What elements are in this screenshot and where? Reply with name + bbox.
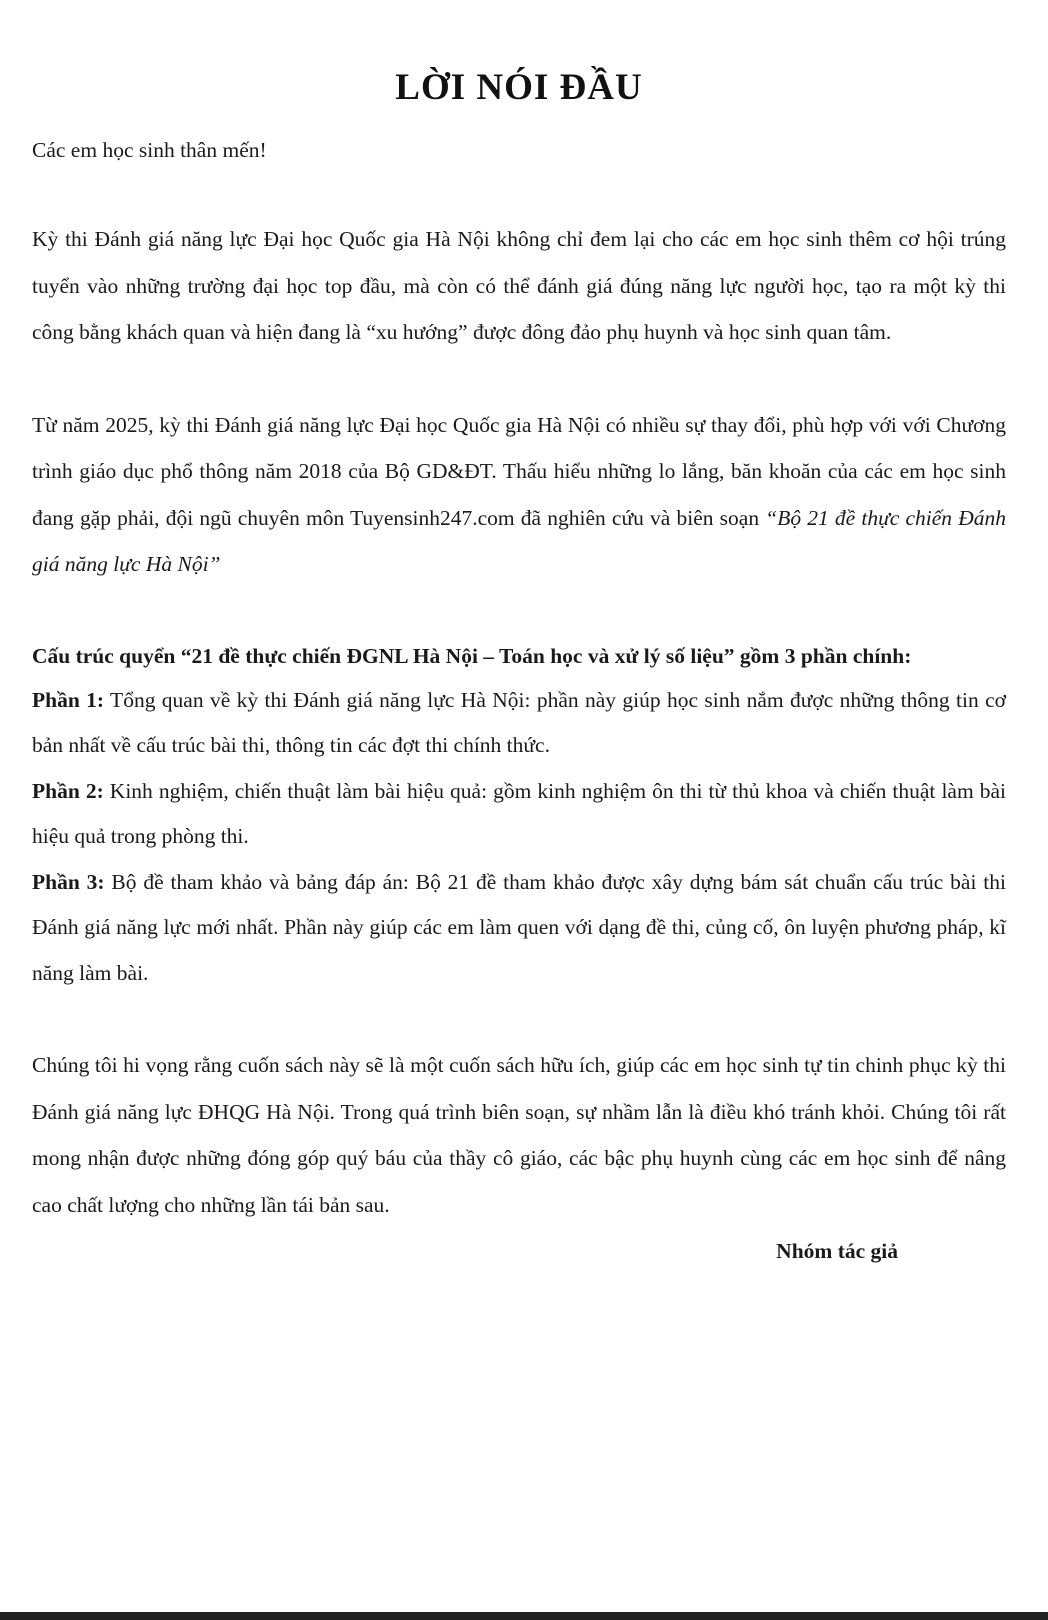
part-3-label: Phần 3: [32,869,105,894]
signature: Nhóm tác giả [776,1239,898,1263]
structure-heading: Cấu trúc quyển “21 đề thực chiến ĐGNL Hà Nội – Toán học và xử lý số liệu” gồm 3 phần chính: [32,643,912,668]
part-1 [32,678,1006,769]
spacer [32,166,1006,216]
part-3-text: Bộ đề tham khảo và bảng đáp án: Bộ 21 đề tham khảo được xây dựng bám sát chuẩn cấu trúc bài thi Đánh giá năng lực mới nhất. Phần này giúp các em làm quen với dạng đề thi, củng cố, ôn luyện phương pháp, kĩ năng làm bài. [32,869,1006,985]
paragraph-changes [32,402,1006,588]
part-3 [32,860,1006,997]
greeting: Các em học sinh thân mến! [32,138,267,162]
paragraph-intro: Kỳ thi Đánh giá năng lực Đại học Quốc gia Hà Nội không chỉ đem lại cho các em học sinh thêm cơ hội trúng tuyển vào những trường đại học top đầu, mà còn có thể đánh giá đúng năng lực người học, tạo ra một kỳ thi công bằng khách quan và hiện đang là “xu hướng” được đông đảo phụ huynh và học sinh quan tâm. [32,227,1006,344]
part-1-text: Tổng quan về kỳ thi Đánh giá năng lực Hà Nội: phần này giúp học sinh nắm được những thông tin cơ bản nhất về cấu trúc bài thi, thông tin các đợt thi chính thức. [32,687,1006,757]
part-2-text: Kinh nghiệm, chiến thuật làm bài hiệu quả: gồm kinh nghiệm ôn thi từ thủ khoa và chiến thuật làm bài hiệu quả trong phòng thi. [32,778,1006,848]
spacer [32,588,1006,634]
part-2 [32,769,1006,860]
scan-bottom-edge [0,1612,1048,1620]
paragraph-closing: Chúng tôi hi vọng rằng cuốn sách này sẽ là một cuốn sách hữu ích, giúp các em học sinh tự tin chinh phục kỳ thi Đánh giá năng lực ĐHQG Hà Nội. Trong quá trình biên soạn, sự nhầm lẫn là điều khó tránh khỏi. Chúng tôi rất mong nhận được những đóng góp quý báu của thầy cô giáo, các bậc phụ huynh cùng các em học sinh để nâng cao chất lượng cho những lần tái bản sau. [32,1053,1006,1217]
part-2-label: Phần 2: [32,778,104,803]
spacer [32,356,1006,402]
book-title: “Bộ 21 đề thực chiến Đánh giá năng lực Hà Nội” [32,505,1006,576]
page-title: LỜI NÓI ĐẦU [395,67,643,108]
paragraph-changes-text: Từ năm 2025, kỳ thi Đánh giá năng lực Đại học Quốc gia Hà Nội có nhiều sự thay đổi, phù hợp với với Chương trình giáo dục phổ thông năm 2018 của Bộ GD&ĐT. Thấu hiểu những lo lắng, băn khoăn của các em học sinh đang gặp phải, đội ngũ chuyên môn Tuyensinh247.com đã nghiên cứu và biên soạn [32,412,1006,530]
part-1-label: Phần 1: [32,687,105,712]
spacer [32,996,1006,1042]
document-page [32,60,1006,1266]
